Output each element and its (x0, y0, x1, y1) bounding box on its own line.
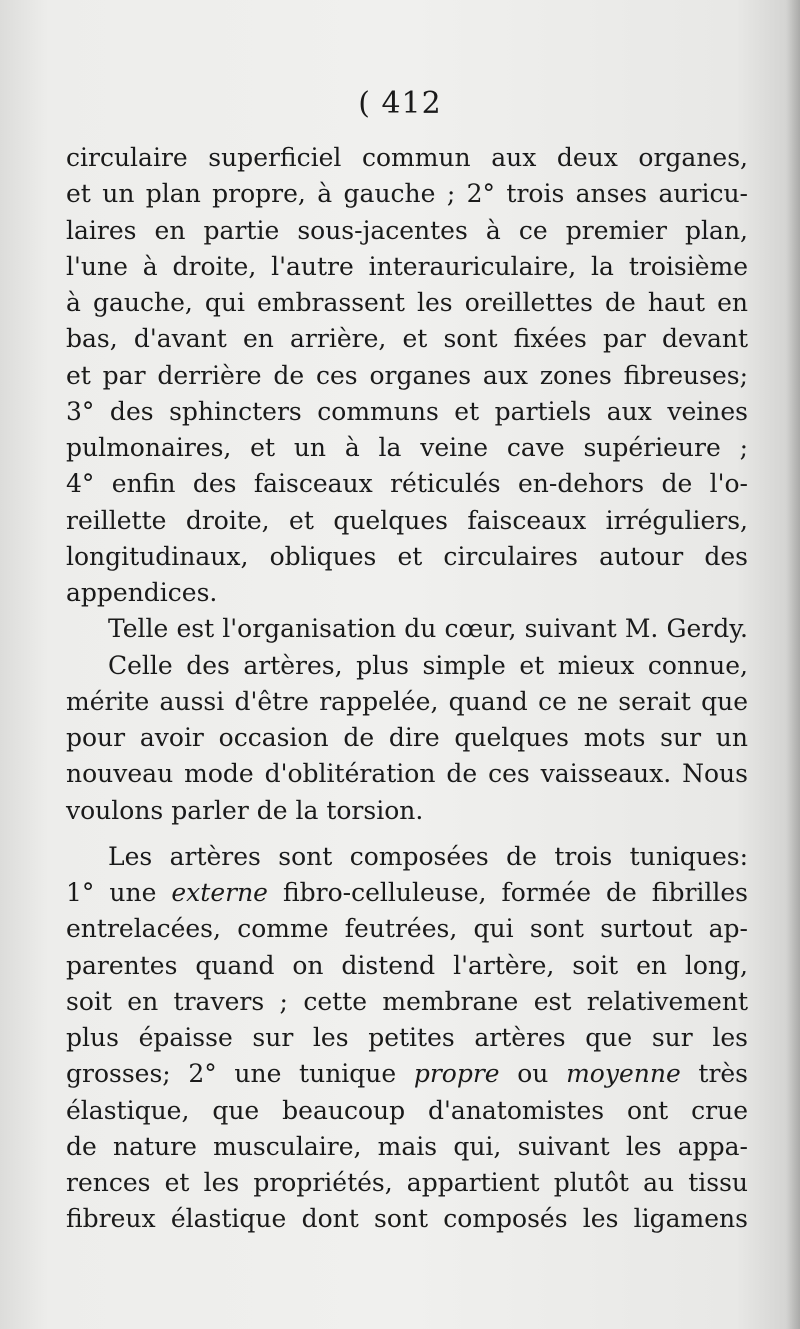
text-line: reillette droite, et quelques faisceaux irréguliers, (66, 505, 748, 535)
text-run: très (680, 1059, 749, 1089)
text-line (66, 1056, 748, 1092)
text-line: voulons parler de la torsion. (66, 795, 424, 825)
text-line: Celle des artères, plus simple et mieux connue, (108, 650, 748, 680)
text-line: mérite aussi d'être rappelée, quand ce ne serait que (66, 686, 748, 716)
text-line (66, 875, 748, 911)
text-line: élastique, que beaucoup d'anatomistes ont crue (66, 1095, 748, 1125)
text-line: parentes quand on distend l'artère, soit en long, (66, 950, 748, 980)
text-line: Les artères sont composées de trois tuniques: (108, 841, 748, 871)
italic-term: externe (171, 878, 268, 907)
page-number: ( 412 (358, 86, 442, 121)
page-edge-shadow (786, 0, 800, 1329)
text-line: de nature musculaire, mais qui, suivant les appa- (66, 1131, 748, 1161)
italic-term: moyenne (566, 1059, 681, 1089)
text-line: l'une à droite, l'autre interauriculaire, la troisième (66, 251, 748, 281)
text-line: laires en partie sous-jacentes à ce premier plan, (66, 215, 748, 245)
text-line: fibreux élastique dont sont composés les ligamens (66, 1204, 748, 1234)
italic-term: propre (413, 1059, 500, 1089)
text-run: ou (499, 1059, 567, 1089)
text-line: Telle est l'organisation du cœur, suivant M. Gerdy. (108, 614, 748, 644)
text-line: et un plan propre, à gauche ; 2° trois anses auricu- (66, 179, 748, 209)
text-line: longitudinaux, obliques et circulaires autour des (66, 541, 748, 571)
text-line: soit en travers ; cette membrane est relativement (66, 986, 748, 1016)
text-line: à gauche, qui embrassent les oreillettes de haut en (66, 288, 748, 317)
text-line: et par derrière de ces organes aux zones fibreuses; (66, 360, 748, 390)
text-line: 3° des sphincters communs et partiels aux veines (66, 396, 748, 426)
text-line: pour avoir occasion de dire quelques mots sur un (66, 723, 748, 752)
text-line: plus épaisse sur les petites artères que sur les (66, 1023, 748, 1052)
text-run: 1° une (66, 878, 172, 907)
text-run: grosses; 2° une tunique (66, 1059, 414, 1089)
body-text (66, 140, 748, 1238)
text-line: 4° enfin des faisceaux réticulés en-dehors de l'o- (66, 469, 748, 499)
text-line: rences et les propriétés, appartient plutôt au tissu (66, 1168, 748, 1197)
text-line: pulmonaires, et un à la veine cave supérieure ; (66, 433, 748, 462)
text-line: circulaire superficiel commun aux deux organes, (66, 143, 748, 172)
text-line: nouveau mode d'oblitération de ces vaisseaux. Nous (66, 759, 748, 789)
text-line: appendices. (66, 578, 218, 607)
text-line: bas, d'avant en arrière, et sont fixées par devant (66, 324, 748, 354)
text-line: entrelacées, comme feutrées, qui sont surtout ap- (66, 914, 748, 944)
text-run: fibro-celluleuse, formée de fibrilles (267, 878, 749, 907)
